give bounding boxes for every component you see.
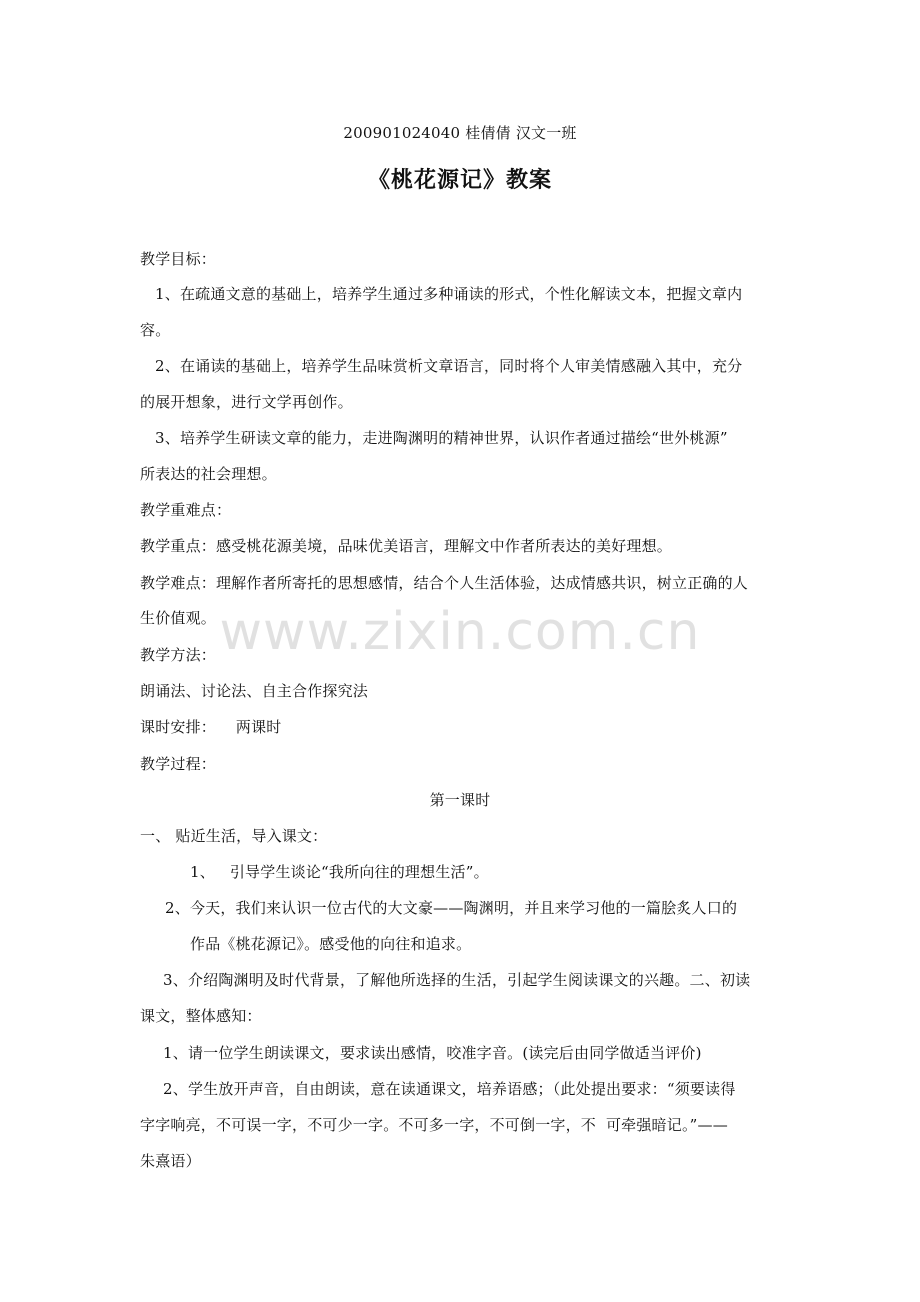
watermark: www.zixin.com.cn: [219, 602, 701, 662]
difficult-point-line-2: 生价值观。: [140, 609, 217, 627]
section-1-item-3-line-1: 3、介绍陶渊明及时代背景，了解他所选择的生活，引起学生阅读课文的兴趣。二、初读: [163, 971, 751, 989]
author-line: 200901024040 桂倩倩 汉文一班: [343, 124, 577, 142]
difficult-point-line-1: 教学难点：理解作者所寄托的思想感情，结合个人生活体验，达成情感共识，树立正确的人: [140, 574, 749, 592]
section-1-item-3-line-2: 课文，整体感知：: [140, 1007, 262, 1025]
section-2-item-2-line-1: 2、学生放开声音，自由朗读，意在读通课文，培养语感；（此处提出要求：“须要读得: [163, 1080, 736, 1098]
page-title: 《桃花源记》教案: [367, 168, 552, 193]
lesson-1-heading: 第一课时: [429, 791, 491, 809]
key-point: 教学重点：感受桃花源美境，品味优美语言，理解文中作者所表达的美好理想。: [140, 537, 673, 555]
objectives-heading: 教学目标：: [140, 250, 217, 268]
objective-1-line-2: 容。: [140, 321, 171, 339]
objective-2-line-1: 2、在诵读的基础上，培养学生品味赏析文章语言，同时将个人审美情感融入其中，充分: [155, 357, 743, 375]
section-2-item-1: 1、请一位学生朗读课文，要求读出感情，咬准字音。(读完后由同学做适当评价): [163, 1044, 702, 1062]
schedule-text: 课时安排： 两课时: [140, 718, 282, 736]
objective-1-line-1: 1、在疏通文意的基础上，培养学生通过多种诵读的形式，个性化解读文本，把握文章内: [155, 285, 743, 303]
section-2-item-2-line-2: 字字响亮，不可误一字，不可少一字。不可多一字，不可倒一字，不 可牵强暗记。”——: [140, 1116, 728, 1134]
section-1-item-2-line-2: 作品《桃花源记》。感受他的向往和追求。: [190, 935, 472, 953]
section-1-item-1: 1、 引导学生谈论“我所向往的理想生活”。: [190, 863, 489, 881]
section-1-item-2-line-1: 2、今天，我们来认识一位古代的大文豪——陶渊明，并且来学习他的一篇脍炙人口的: [165, 899, 738, 917]
process-heading: 教学过程：: [140, 755, 217, 773]
methods-heading: 教学方法：: [140, 646, 217, 664]
section-2-item-2-line-3: 朱熹语）: [140, 1152, 201, 1170]
objective-3-line-2: 所表达的社会理想。: [140, 465, 277, 483]
section-1-heading: 一、 贴近生活，导入课文：: [140, 827, 328, 845]
objective-3-line-1: 3、培养学生研读文章的能力，走进陶渊明的精神世界，认识作者通过描绘“世外桃源”: [155, 429, 728, 447]
methods-text: 朗诵法、讨论法、自主合作探究法: [140, 682, 369, 700]
key-difficult-heading: 教学重难点：: [140, 501, 232, 519]
objective-2-line-2: 的展开想象，进行文学再创作。: [140, 393, 353, 411]
